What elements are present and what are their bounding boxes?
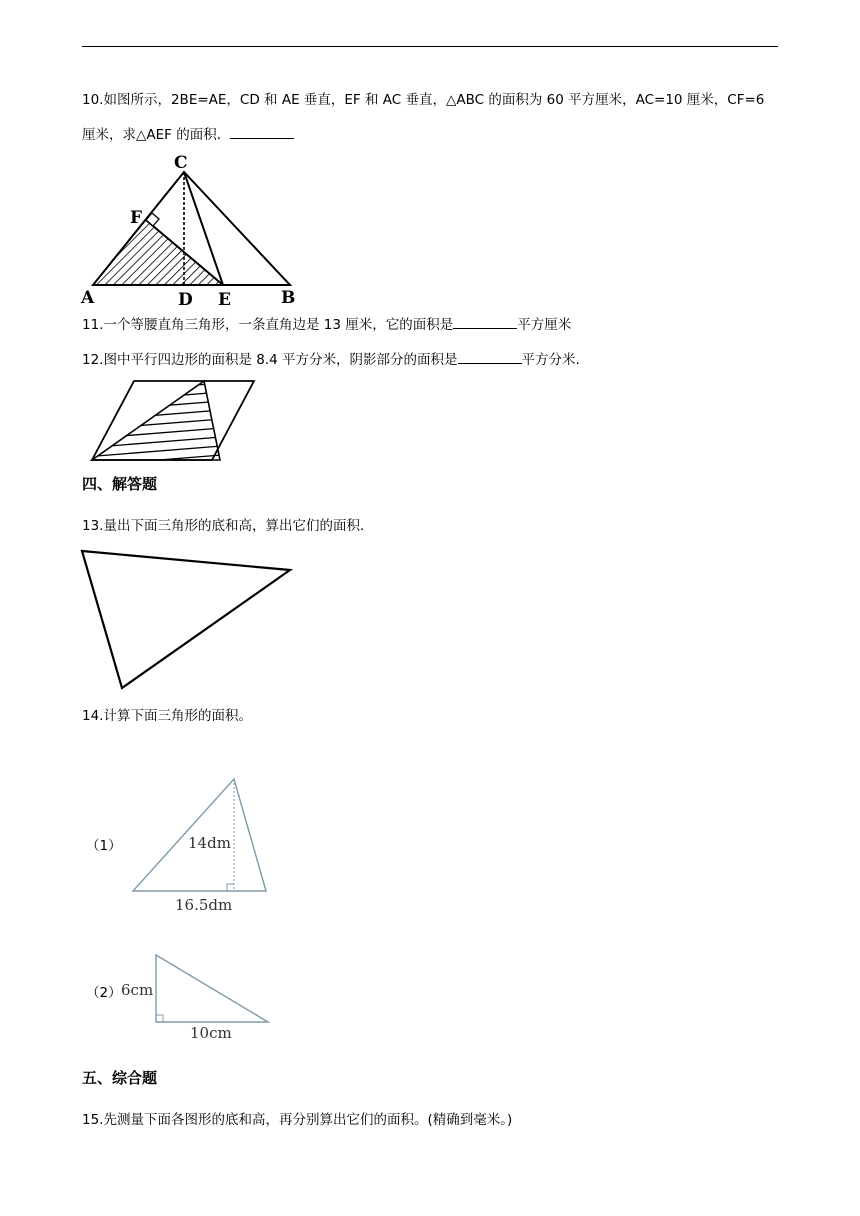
q14-fig1-height-label: 14dm [188, 834, 231, 852]
q11 [82, 314, 571, 335]
q12-answer-blank[interactable] [458, 349, 522, 364]
q12-text: 12.图中平行四边形的面积是 8.4 平方分米，阴影部分的面积是 [82, 352, 458, 368]
q14-fig2-height-label: 6cm [121, 981, 154, 999]
q10-triangle-figure [78, 150, 308, 310]
q12 [82, 349, 580, 370]
label-F: F [130, 208, 143, 228]
q15-text: 15.先测量下面各图形的底和高，再分别算出它们的面积。(精确到毫米。) [82, 1112, 513, 1128]
q14-fig1-triangle-figure [128, 774, 278, 916]
q14-fig2-label: （2） [86, 985, 122, 1001]
q14-fig2-right-angle-mark [156, 1015, 163, 1022]
label-B: B [281, 288, 296, 308]
q14-fig2-triangle-figure [118, 950, 278, 1046]
label-A: A [81, 288, 95, 308]
parallelogram-outline [92, 381, 254, 460]
q14-fig2-triangle [156, 955, 268, 1022]
q13-triangle [82, 551, 290, 688]
q11-text: 11.一个等腰直角三角形，一条直角边是 13 厘米，它的面积是 [82, 317, 454, 333]
q13-text: 13.量出下面三角形的底和高，算出它们的面积. [82, 518, 365, 534]
section-5-heading: 五、综合题 [82, 1069, 158, 1087]
header-rule [82, 46, 778, 47]
q10-line2-text: 厘米，求△AEF 的面积． [82, 127, 231, 143]
q14-text: 14.计算下面三角形的面积。 [82, 708, 252, 724]
q10-line1: 10.如图所示，2BE=AE，CD 和 AE 垂直，EF 和 AC 垂直，△ABC 的面积为 60 平方厘米，AC=10 厘米，CF=6 [82, 92, 765, 108]
q14-fig1-right-angle-mark [227, 884, 234, 891]
q12-parallelogram-figure [84, 378, 259, 464]
q14-fig2-base-label: 10cm [190, 1024, 232, 1042]
q13-triangle-figure [78, 545, 296, 693]
q12-unit: 平方分米. [521, 352, 580, 368]
q10-answer-blank[interactable] [230, 124, 294, 139]
q14-fig1-label: （1） [86, 838, 122, 854]
q11-answer-blank[interactable] [453, 314, 517, 329]
q11-unit: 平方厘米 [517, 317, 572, 333]
q10-line2 [82, 124, 294, 145]
label-C: C [174, 153, 188, 173]
label-D: D [178, 290, 193, 310]
section-4-heading: 四、解答题 [82, 475, 158, 493]
label-E: E [218, 290, 231, 310]
q14-fig1-base-label: 16.5dm [175, 896, 233, 914]
